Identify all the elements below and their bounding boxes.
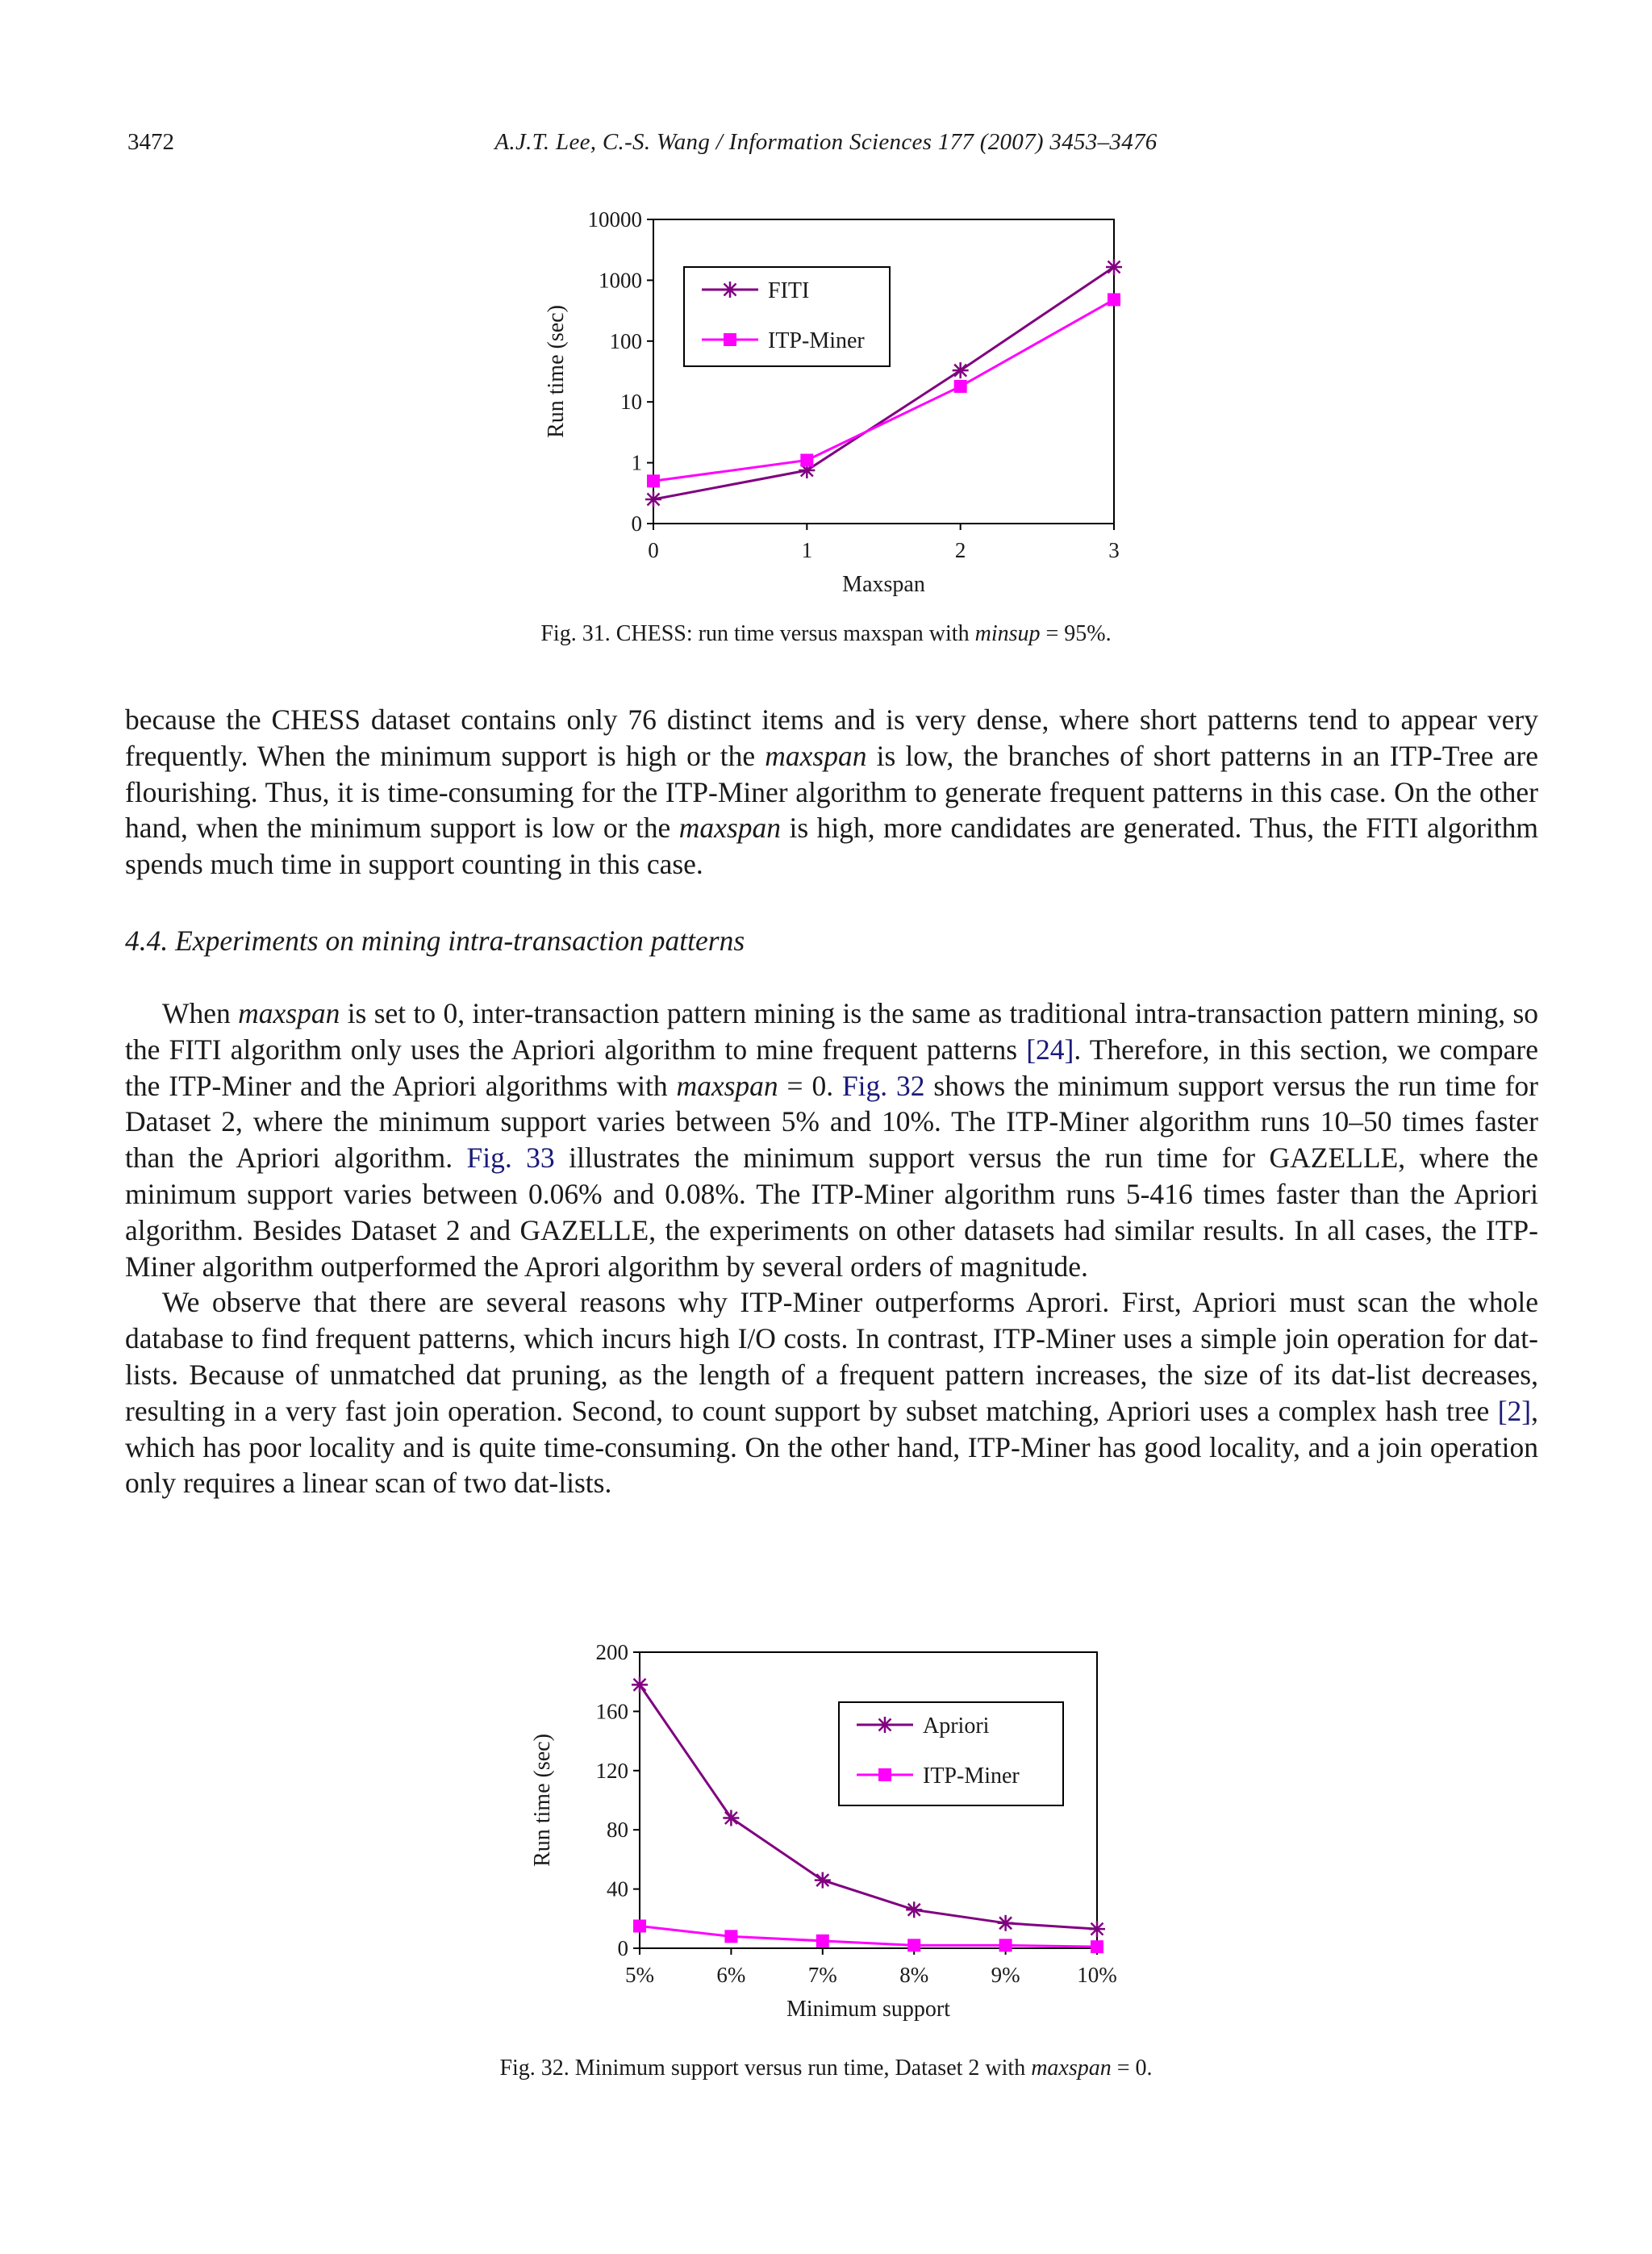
data-point-asterisk	[1106, 259, 1122, 275]
fig-32-link[interactable]: Fig. 32	[841, 1069, 925, 1102]
figure-31-caption-prefix: Fig. 31. CHESS: run time versus maxspan with	[540, 621, 975, 646]
p2-seg-3: is set to 0, inter-transaction pattern mining is the same as traditional intra-transaction pattern mining, so the FITI algorithm only uses the Apriori algorithm to mine frequent patterns	[125, 997, 1539, 1066]
figure-31-caption-suffix: = 95%.	[1040, 621, 1112, 646]
y-tick-label: 0	[617, 1936, 628, 1960]
data-point-square	[1091, 1940, 1103, 1953]
p2-seg-5: maxspan	[676, 1069, 778, 1102]
x-tick-label: 6%	[716, 1963, 746, 1987]
p2-seg-4: . Therefore, in this section, we compare the ITP-Miner and the Apriori algorithms with	[125, 1033, 1538, 1102]
p1-seg-4: maxspan	[678, 812, 782, 845]
legend-marker-square	[878, 1768, 891, 1781]
p3-seg-2: , which has poor locality and is quite time-consuming. On the other hand, ITP-Miner has good locality, and a join operation only requires a linear scan of two dat-lists.	[125, 1394, 1538, 1500]
data-point-square	[633, 1919, 646, 1932]
p1-seg-3: is low, the branches of short patterns in an ITP-Tree are flourishing. Thus, it is time-consuming for the ITP-Miner algorithm to generate frequent patterns in this case. On the other hand, when the minimum support is low or the	[125, 739, 1538, 845]
figure-32-caption	[0, 2056, 1652, 2081]
data-point-asterisk	[632, 1676, 648, 1693]
data-point-asterisk	[645, 491, 661, 507]
x-tick-label: 9%	[991, 1963, 1020, 1987]
x-axis-title: Minimum support	[786, 1997, 951, 2022]
y-tick-label: 100	[609, 328, 642, 353]
x-tick-label: 0	[648, 538, 659, 562]
p1-seg-2: maxspan	[765, 739, 867, 772]
data-point-square	[999, 1939, 1012, 1951]
data-point-square	[954, 380, 967, 393]
data-point-asterisk	[1089, 1921, 1105, 1937]
figure-32-chart	[0, 1622, 1652, 2041]
legend-marker-square	[724, 333, 736, 346]
p2-seg-7: shows the minimum support versus the run time for Dataset 2, where the minimum support varies between 5% and 10%. The ITP-Miner algorithm runs 10–50 times faster than the Apriori algorithm.	[125, 1069, 1538, 1175]
data-point-asterisk	[953, 362, 969, 378]
p1-seg-1: because the CHESS dataset contains only 76 distinct items and is very dense, where short patterns tend to appear very frequently. When the minimum support is high or the	[125, 703, 1538, 772]
data-point-asterisk	[906, 1901, 922, 1918]
y-tick-label: 1000	[599, 268, 642, 293]
data-point-square	[816, 1935, 829, 1947]
data-point-square	[907, 1939, 920, 1951]
p2-seg-2: maxspan	[238, 997, 340, 1029]
p2-seg-8: illustrates the minimum support versus the run time for GAZELLE, where the minimum support varies between 0.06% and 0.08%. The ITP-Miner algorithm runs 5-416 times faster than the Apriori algorithm. Besides Dataset 2 and GAZELLE, the experiments on other datasets had similar results. In all cases, the ITP-Miner algorithm outperformed the Aprori algorithm by several orders of magnitude.	[125, 1142, 1538, 1283]
y-tick-label: 200	[595, 1640, 628, 1664]
legend-label: ITP-Miner	[768, 328, 865, 353]
y-axis-title: Run time (sec)	[544, 305, 569, 438]
data-point-square	[800, 453, 813, 466]
data-point-asterisk	[815, 1872, 831, 1889]
x-tick-label: 1	[801, 538, 813, 562]
legend-label: ITP-Miner	[923, 1764, 1020, 1789]
data-point-asterisk	[998, 1915, 1014, 1931]
citation-24-link[interactable]: [24]	[1026, 1033, 1074, 1066]
paragraph-1	[125, 702, 1538, 883]
fig-33-link[interactable]: Fig. 33	[466, 1142, 555, 1175]
legend-marker-asterisk	[722, 282, 738, 298]
figure-31-caption	[0, 621, 1652, 647]
paragraph-3-text	[125, 1284, 1538, 1501]
data-point-asterisk	[723, 1810, 739, 1826]
running-head: A.J.T. Lee, C.-S. Wang / Information Sciences 177 (2007) 3453–3476	[494, 129, 1158, 155]
data-point-square	[724, 1930, 737, 1943]
legend-marker-asterisk	[877, 1717, 893, 1733]
p3-seg-1: We observe that there are several reasons why ITP-Miner outperforms Aprori. First, Apriori must scan the whole database to find frequent patterns, which incurs high I/O costs. In contrast, ITP-Miner uses a simple join operation for dat-lists. Because of unmatched dat pruning, as the length of a frequent pattern increases, the size of its dat-list decreases, resulting in a very fast join operation. Second, to count support by subset matching, Apriori uses a complex hash tree	[125, 1286, 1538, 1427]
x-tick-label: 7%	[807, 1963, 837, 1987]
page-header	[0, 129, 1652, 165]
y-tick-label: 10000	[587, 207, 642, 232]
page-number: 3472	[127, 129, 174, 155]
section-heading: 4.4. Experiments on mining intra-transaction patterns	[125, 925, 745, 957]
figure-31-caption-italic: minsup	[974, 621, 1041, 646]
data-point-square	[647, 474, 660, 487]
y-tick-label: 40	[607, 1876, 628, 1901]
y-tick-label: 1	[631, 450, 642, 475]
x-tick-label: 5%	[625, 1963, 654, 1987]
y-tick-label: 160	[595, 1699, 628, 1724]
plot-frame	[653, 219, 1114, 524]
y-tick-label: 80	[607, 1818, 628, 1843]
figure-31-chart	[0, 194, 1652, 613]
y-tick-label: 0	[631, 511, 642, 536]
series-line	[640, 1926, 1097, 1947]
p2-seg-1: When	[162, 997, 239, 1029]
y-tick-label: 120	[595, 1758, 628, 1783]
legend-label: FITI	[768, 278, 810, 303]
x-tick-label: 10%	[1077, 1963, 1117, 1987]
figure-32-caption-prefix: Fig. 32. Minimum support versus run time, Dataset 2 with	[499, 2056, 1032, 2081]
legend-label: Apriori	[923, 1713, 990, 1739]
paragraph-1-text	[125, 702, 1538, 883]
citation-2-link[interactable]: [2]	[1497, 1394, 1532, 1427]
x-tick-label: 2	[954, 538, 966, 562]
paragraph-2	[125, 996, 1538, 1501]
figure-32-caption-italic: maxspan	[1031, 2056, 1112, 2081]
x-tick-label: 3	[1108, 538, 1120, 562]
p2-seg-6: = 0.	[778, 1069, 842, 1102]
x-tick-label: 8%	[899, 1963, 929, 1987]
p1-seg-5: is high, more candidates are generated. Thus, the FITI algorithm spends much time in support counting in this case.	[125, 812, 1538, 881]
y-tick-label: 10	[620, 390, 642, 415]
y-axis-title: Run time (sec)	[530, 1734, 555, 1867]
x-axis-title: Maxspan	[842, 572, 925, 597]
data-point-square	[1108, 293, 1120, 306]
figure-32-caption-suffix: = 0.	[1111, 2056, 1153, 2081]
paragraph-2-text	[125, 996, 1538, 1284]
